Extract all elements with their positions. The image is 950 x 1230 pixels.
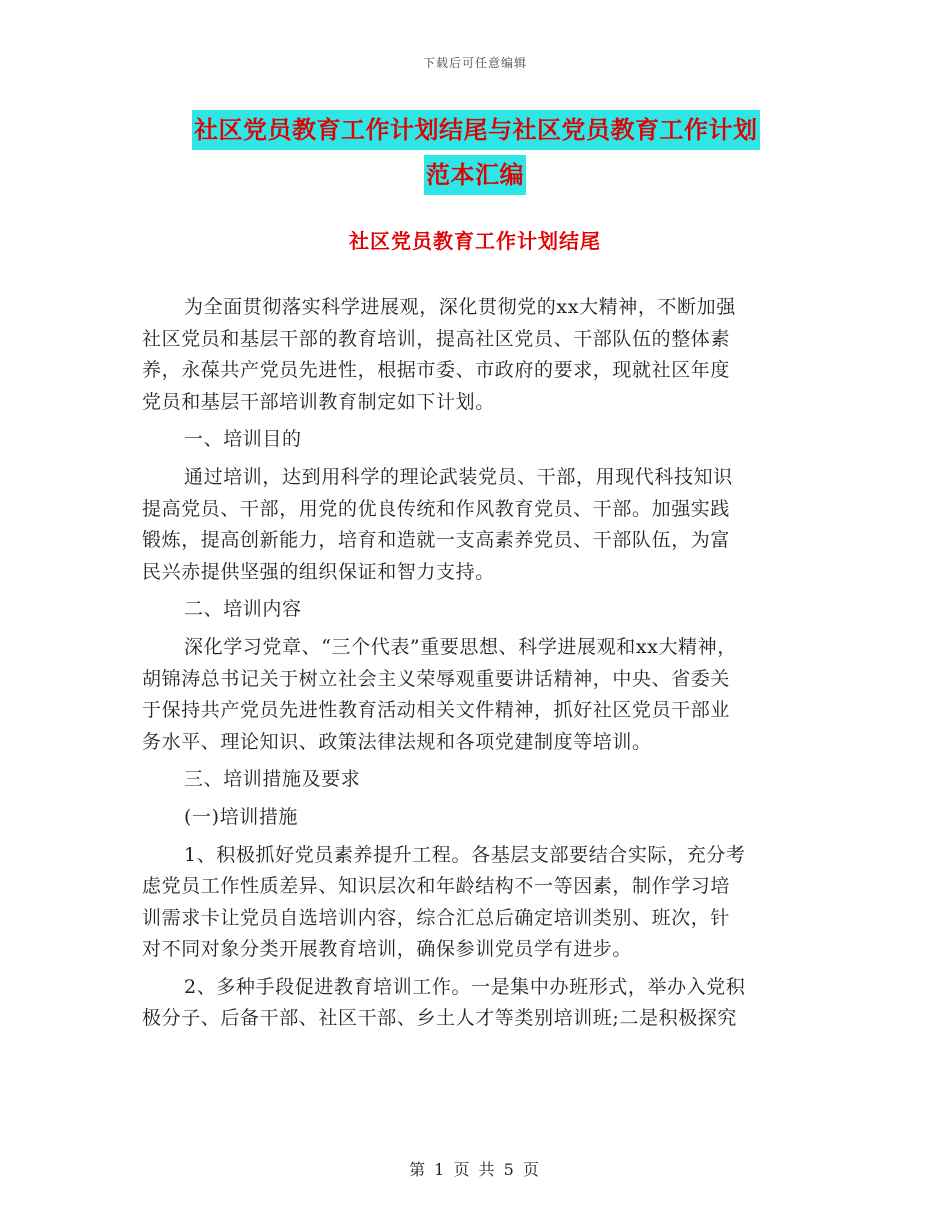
paragraph-line: 三、培训措施及要求: [184, 768, 361, 791]
paragraph-line: 一、培训目的: [184, 428, 302, 451]
paragraph-line: 深化学习党章、“三个代表”重要思想、科学进展观和xx大精神，: [184, 635, 737, 658]
page-footer: 第 1 页 共 5 页: [409, 1160, 541, 1179]
paragraph-line: 务水平、理论知识、政策法律法规和各项党建制度等培训。: [142, 730, 652, 753]
paragraph-line: 1、积极抓好党员素养提升工程。各基层支部要结合实际，充分考: [184, 843, 746, 866]
paragraph-line: 社区党员和基层干部的教育培训，提高社区党员、干部队伍的整体素: [142, 327, 731, 350]
paragraph-intro: [142, 292, 812, 418]
paragraph-measure-1: [142, 840, 812, 966]
paragraph-measure-2: [142, 972, 812, 1035]
paragraph-training-content: [142, 632, 812, 758]
paragraph-line: 于保持共产党员先进性教育活动相关文件精神，抓好社区党员干部业: [142, 699, 731, 722]
main-title-line-1: 社区党员教育工作计划结尾与社区党员教育工作计划: [192, 110, 760, 150]
paragraph-line: 养，永葆共产党员先进性，根据市委、市政府的要求，现就社区年度: [142, 359, 731, 382]
subheading-measures: [142, 802, 812, 834]
heading-training-measures: [142, 764, 812, 796]
paragraph-line: 对不同对象分类开展教育培训，确保参训党员学有进步。: [142, 938, 633, 961]
paragraph-line: 虑党员工作性质差异、知识层次和年龄结构不一等因素，制作学习培: [142, 875, 731, 898]
paragraph-line: 提高党员、干部，用党的优良传统和作风教育党员、干部。加强实践: [142, 497, 731, 520]
paragraph-line: (一)培训措施: [184, 805, 299, 828]
paragraph-line: 通过培训，达到用科学的理论武装党员、干部，用现代科技知识: [184, 465, 733, 488]
paragraph-line: 民兴赤提供坚强的组织保证和智力支持。: [142, 560, 495, 583]
section-title: 社区党员教育工作计划结尾: [349, 229, 601, 253]
main-title-line-2: 范本汇编: [424, 155, 526, 195]
paragraph-line: 极分子、后备干部、社区干部、乡土人才等类别培训班;二是积极探究: [142, 1007, 738, 1030]
paragraph-line: 2、多种手段促进教育培训工作。一是集中办班形式，举办入党积: [184, 975, 746, 998]
heading-training-content: [142, 594, 812, 626]
paragraph-line: 二、培训内容: [184, 598, 302, 621]
paragraph-training-goal: [142, 462, 812, 588]
paragraph-line: 为全面贯彻落实科学进展观，深化贯彻党的xx大精神，不断加强: [184, 296, 736, 318]
paragraph-line: 胡锦涛总书记关于树立社会主义荣辱观重要讲话精神，中央、省委关: [142, 667, 731, 690]
heading-training-goal: [142, 424, 812, 456]
paragraph-line: 训需求卡让党员自选培训内容，综合汇总后确定培训类别、班次，针: [142, 906, 731, 929]
paragraph-line: 锻炼，提高创新能力，培育和造就一支高素养党员、干部队伍，为富: [142, 529, 731, 552]
header-note: 下载后可任意编辑: [422, 56, 527, 70]
paragraph-line: 党员和基层干部培训教育制定如下计划。: [142, 390, 495, 413]
body-text: [142, 292, 812, 1035]
